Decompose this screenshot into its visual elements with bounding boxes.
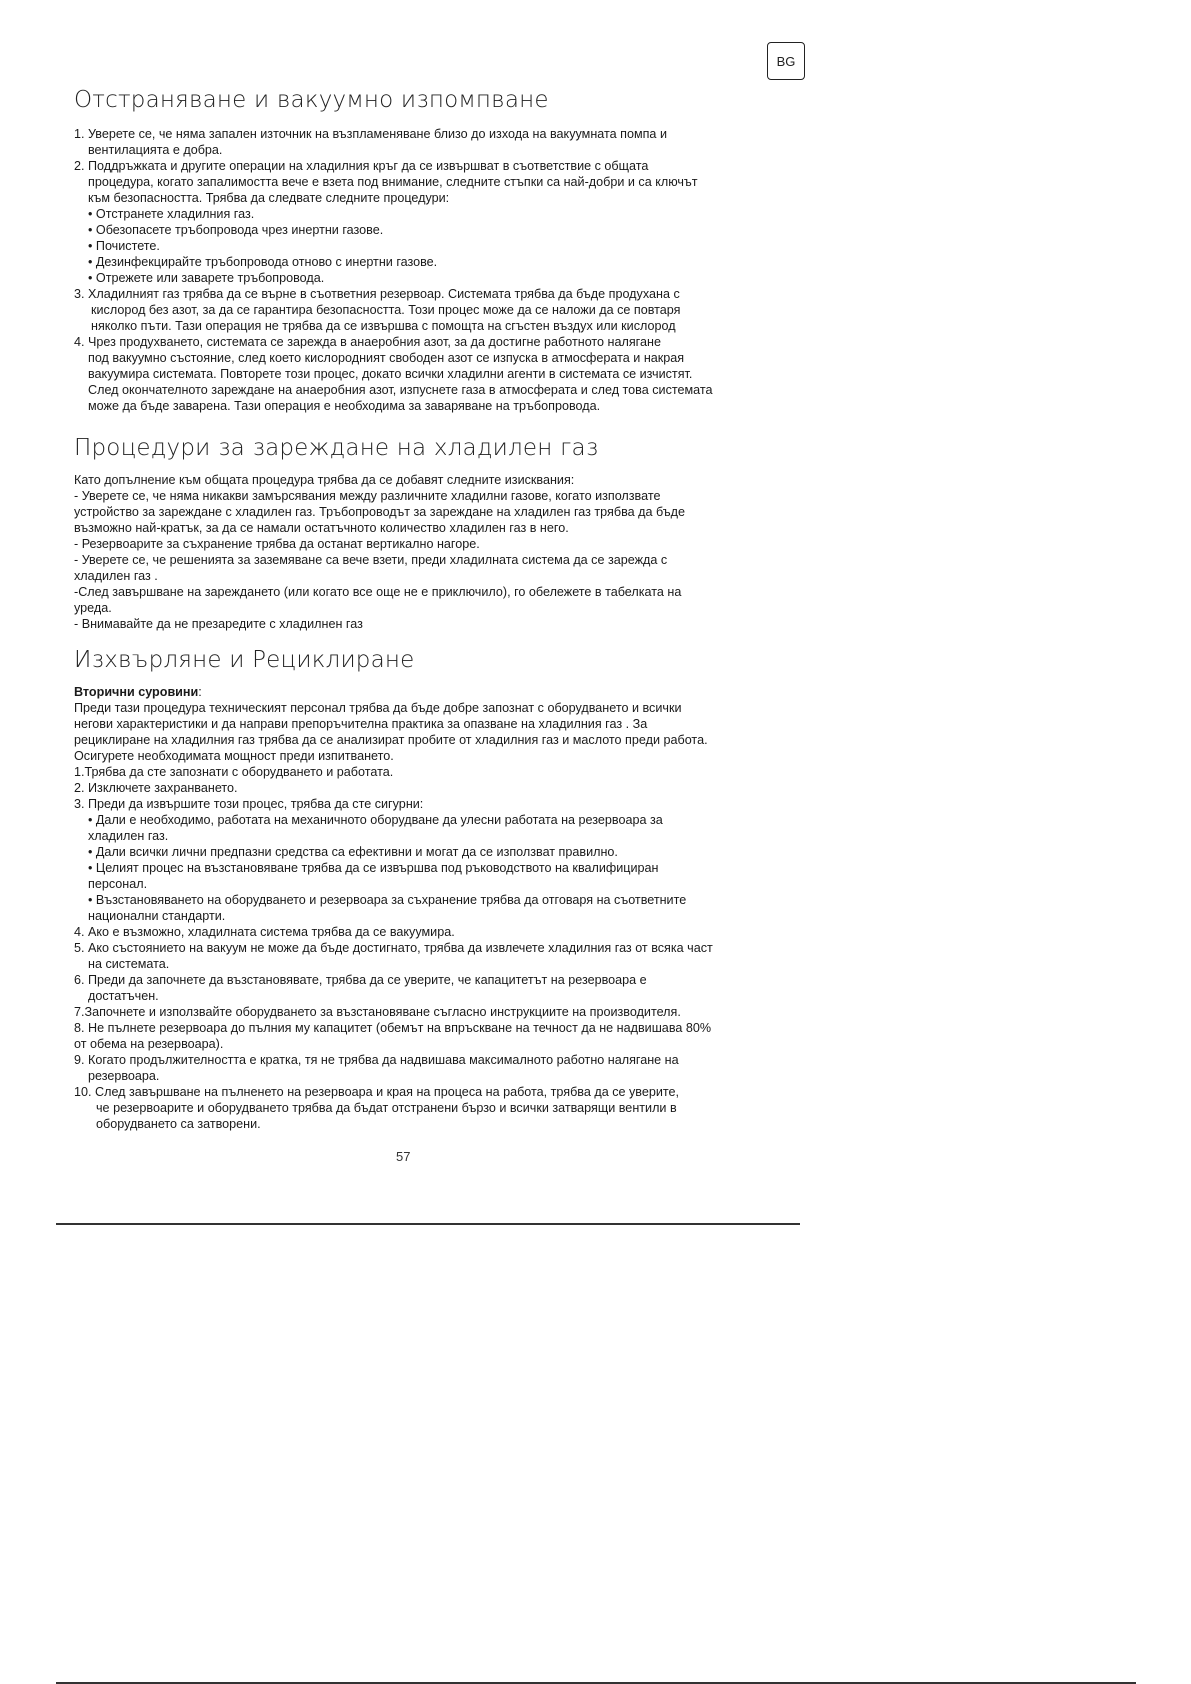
text-line: 10. След завършване на пълненето на резервоара и края на процеса на работа, трябва да се уверите, <box>74 1085 680 1099</box>
text-line: хладилен газ . <box>74 569 158 583</box>
text-line: кислород без азот, за да се гарантира безопасността. Този процес може да се наложи да се повтаря <box>91 303 681 317</box>
text-line: възможно най-кратък, за да се намали остатъчното количество хладилен газ в него. <box>74 521 569 535</box>
text-line: устройство за зареждане с хладилен газ. Тръбопроводът за зареждане на хладилен газ трябва да бъде <box>74 505 686 519</box>
bullet-item: • Дали е необходимо, работата на механичното оборудване да улесни работата на резервоара за <box>88 813 663 827</box>
section-evacuation <box>74 86 774 414</box>
bullet-item: • Отстранете хладилния газ. <box>88 207 255 221</box>
text-line: 3. Хладилният газ трябва да се върне в съответния резервоар. Системата трябва да бъде продухана с <box>74 287 680 301</box>
section-heading: Процедури за зареждане на хладилен газ <box>74 435 599 461</box>
text-line: 9. Когато продължителността е кратка, тя не трябва да надвишава максималното работно налягане на <box>74 1053 679 1067</box>
text-line: След окончателното зареждане на анаеробния азот, изпуснете газа в атмосферата и след това системата <box>88 383 713 397</box>
text-line: процедура, когато запалимостта вече е взета под внимание, следните стъпки са най-добри и са ключът <box>88 175 698 189</box>
page-divider <box>56 1223 800 1225</box>
text-line: Осигурете необходимата мощност преди изпитването. <box>74 749 394 763</box>
text-line: негови характеристики и да направи препоръчителна практика за опазване на хладилния газ . За <box>74 717 648 731</box>
subtitle-bold: Вторични суровини <box>74 685 199 699</box>
text-line: - Уверете се, че решенията за заземяване са вече взети, преди хладилната система да се зарежда с <box>74 553 668 567</box>
text-line: уреда. <box>74 601 112 615</box>
text-line: 3. Преди да извършите този процес, трябва да сте сигурни: <box>74 797 424 811</box>
bullet-item: • Обезопасете тръбопровода чрез инертни газове. <box>88 223 384 237</box>
text-line: вентилацията е добра. <box>88 143 223 157</box>
text-line: може да бъде заварена. Тази операция е необходима за заваряване на тръбопровода. <box>88 399 601 413</box>
text-line: оборудването са затворени. <box>96 1117 261 1131</box>
text-line: 2. Поддръжката и другите операции на хладилния кръг да се извършват в съответствие с общата <box>74 159 649 173</box>
section-heading: Изхвърляне и Рециклиране <box>74 647 415 673</box>
text-line: резервоара. <box>88 1069 160 1083</box>
text-line: 4. Ако е възможно, хладилната система трябва да се вакуумира. <box>74 925 455 939</box>
subtitle-line <box>74 684 774 700</box>
text-line: - Внимавайте да не презаредите с хладилнен газ <box>74 617 363 631</box>
page-content <box>74 86 774 1132</box>
text-line: под вакуумно състояние, след което кислородният свободен азот се изпуска в атмосферата и накрая <box>88 351 685 365</box>
bullet-item: • Целият процес на възстановяване трябва да се извършва под ръководството на квалифициран <box>88 861 659 875</box>
text-line: национални стандарти. <box>88 909 226 923</box>
text-line: 1.Трябва да сте запознати с оборудването и работата. <box>74 765 394 779</box>
bullet-item: • Възстановяването на оборудването и резервоара за съхранение трябва да отговаря на съответните <box>88 893 687 907</box>
text-line: рециклиране на хладилния газ трябва да се анализират пробите от хладилния газ и маслото преди работа. <box>74 733 708 747</box>
page-number: 57 <box>396 1149 411 1164</box>
text-line: 2. Изключете захранването. <box>74 781 238 795</box>
bullet-item: • Отрежете или заварете тръбопровода. <box>88 271 325 285</box>
bottom-divider <box>56 1682 1136 1684</box>
section-heading: Отстраняване и вакуумно изпомпване <box>74 87 549 113</box>
text-line: 8. Не пълнете резервоара до пълния му капацитет (обемът на впръскване на течност да не надвишава 80% <box>74 1021 712 1035</box>
text-line: към безопасността. Трябва да следвате следните процедури: <box>88 191 450 205</box>
text-line: - Уверете се, че няма никакви замърсявания между различните хладилни газове, когато използвате <box>74 489 661 503</box>
text-line: 5. Ако състоянието на вакуум не може да бъде достигнато, трябва да извлечете хладилния газ от всяка част <box>74 941 713 955</box>
section-charging <box>74 434 774 632</box>
text-line: -След завършване на зареждането (или когато все още не е приключило), го обележете в табелката на <box>74 585 682 599</box>
bullet-item: • Дезинфекцирайте тръбопровода отново с инертни газове. <box>88 255 438 269</box>
subtitle-colon: : <box>198 685 202 699</box>
text-line: от обема на резервоара). <box>74 1037 224 1051</box>
text-line: на системата. <box>88 957 170 971</box>
text-line: вакуумира системата. Повторете този процес, докато всички хладилни агенти в системата се изчистят. <box>88 367 693 381</box>
section-disposal <box>74 646 774 1132</box>
text-line: няколко пъти. Тази операция не трябва да се извършва с помощта на сгъстен въздух или кислород <box>91 319 676 333</box>
text-line: 4. Чрез продухването, системата се зарежда в анаеробния азот, за да достигне работното налягане <box>74 335 661 349</box>
language-badge: BG <box>767 42 805 80</box>
text-line: персонал. <box>88 877 148 891</box>
bullet-item: • Дали всички лични предпазни средства са ефективни и могат да се използват правилно. <box>88 845 618 859</box>
text-line: Преди тази процедура техническият персонал трябва да бъде добре запознат с оборудването и всички <box>74 701 682 715</box>
text-line: че резервоарите и оборудването трябва да бъдат отстранени бързо и всички затварящи вентили в <box>96 1101 677 1115</box>
bullet-item: • Почистете. <box>88 239 160 253</box>
text-line: 1. Уверете се, че няма запален източник на възпламеняване близо до изхода на вакуумната помпа и <box>74 127 667 141</box>
text-line: 7.Започнете и използвайте оборудването за възстановяване съгласно инструкциите на производителя. <box>74 1005 681 1019</box>
text-line: хладилен газ. <box>88 829 169 843</box>
text-line: достатъчен. <box>88 989 159 1003</box>
text-line: - Резервоарите за съхранение трябва да останат вертикално нагоре. <box>74 537 480 551</box>
text-line: 6. Преди да започнете да възстановявате, трябва да се уверите, че капацитетът на резервоара е <box>74 973 647 987</box>
text-line: Като допълнение към общата процедура трябва да се добавят следните изисквания: <box>74 473 575 487</box>
